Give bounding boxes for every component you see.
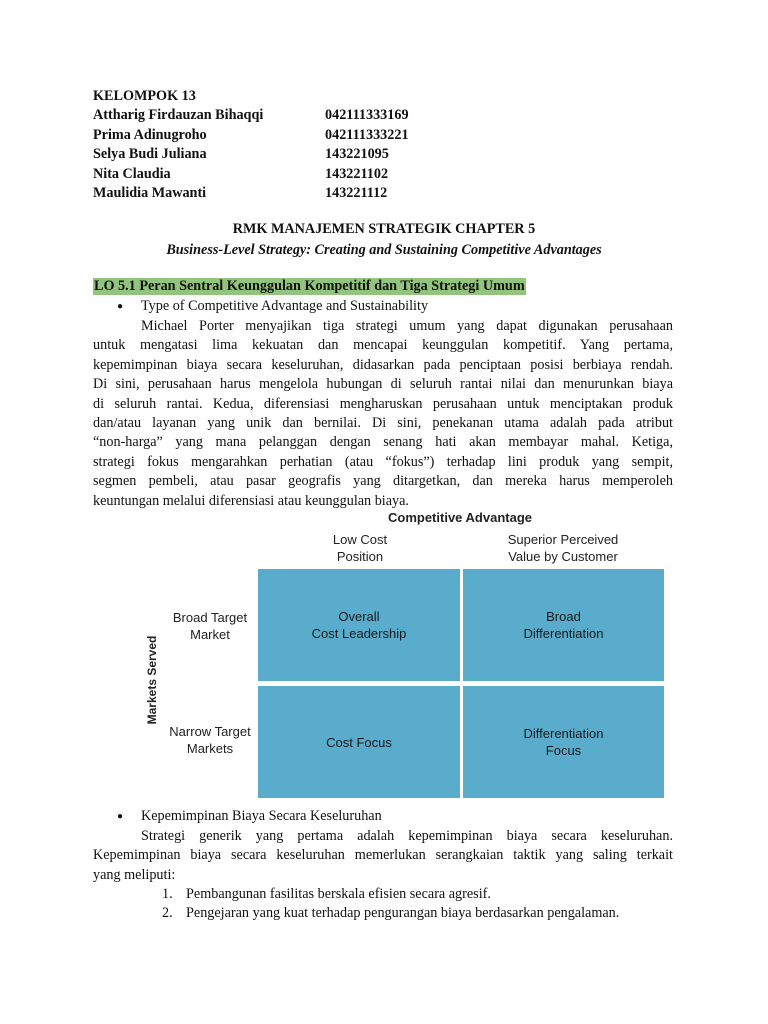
member-id: 143221112 [325,184,388,201]
figure-title: Competitive Advantage [388,510,532,525]
group-label: KELOMPOK 13 [93,88,196,104]
paragraph-line: strategi fokus mengarahkan perhatian (atau “fokus”) terhadap lini produk yang sempit, [93,453,673,470]
bullet-text: Kepemimpinan Biaya Secara Keseluruhan [141,808,382,824]
paragraph-line: kepemimpinan biaya secara keseluruhan, didasarkan pada penciptaan posisi berbiaya rendah. [93,356,673,373]
cell-line: Differentiation [523,726,604,741]
header-line: Superior Perceived [507,532,619,547]
member-name: Maulidia Mawanti [93,184,207,201]
paragraph-line: segmen pembeli, atau pasar geografis yang ditargetkan, dan mereka harus memperoleh [93,473,673,490]
paragraph-cost-leadership [93,827,673,885]
paragraph-line: Di sini, perusahaan harus mengelola hubungan di seluruh rantai nilai dan menurunkan biaya [93,376,673,393]
cell-cost-focus [258,686,460,798]
header-line: Low Cost [332,532,388,547]
member-row [93,145,409,164]
member-name: Attharig Firdauzan Bihaqqi [93,107,264,124]
member-row [93,184,409,203]
header-line: Narrow Target [169,724,251,739]
header-line: Position [336,549,384,564]
column-header-low-cost [260,531,460,565]
numbered-list [162,885,619,924]
column-header-superior-value [462,531,664,565]
document-subtitle: Business-Level Strategy: Creating and Sustaining Competitive Advantages [166,242,602,258]
member-name: Prima Adinugroho [93,126,207,143]
paragraph-line: Strategi generik yang pertama adalah kepemimpinan biaya secara keseluruhan. [141,828,673,844]
paragraph-line: dan/atau layanan yang unik dan bernilai. Di sini, penekanan utama adalah pada atribut [93,414,673,431]
section-heading: LO 5.1 Peran Sentral Keunggulan Kompetitif dan Tiga Strategi Umum [94,278,525,294]
group-members [93,87,409,203]
cell-differentiation-focus [463,686,664,798]
cell-overall-cost-leadership [258,569,460,681]
paragraph-line: yang meliputi: [93,866,176,883]
paragraph-line: “non-harga” yang mana pelanggan dengan senang hati akan membayar mahal. Ketiga, [93,434,673,451]
cell-line: Cost Focus [326,734,392,750]
list-item [162,904,619,923]
cell-line: Differentiation [523,626,604,641]
cell-line: Overall [338,609,380,624]
member-id: 042111333169 [325,107,409,124]
axis-label-text: Markets Served [145,635,159,725]
paragraph-line: Michael Porter menyajikan tiga strategi umum yang dapat digunakan perusahaan [141,318,673,334]
document-title: RMK MANAJEMEN STRATEGIK CHAPTER 5 [232,221,536,237]
cell-line: Cost Leadership [311,626,407,641]
list-item [162,885,619,904]
paragraph-line: Kepemimpinan biaya secara keseluruhan memerlukan serangkaian taktik yang saling terkait [93,847,673,864]
axis-label-markets-served [122,600,182,760]
header-line: Markets [186,741,234,756]
cell-line: Broad [546,609,581,624]
group-title [93,87,409,106]
list-number: 1. [162,886,173,902]
bullet-text: Type of Competitive Advantage and Sustainability [141,298,429,314]
bullet-dot-icon: ● [117,811,124,822]
member-name: Selya Budi Juliana [93,146,207,163]
paragraph-line: keuntungan melalui diferensiasi atau keunggulan biaya. [93,492,409,509]
member-row [93,165,409,184]
list-number: 2. [162,905,173,922]
member-id: 042111333221 [325,126,409,143]
bullet-dot-icon: ● [117,301,124,312]
list-text: Pengejaran yang kuat terhadap pengurangan biaya berdasarkan pengalaman. [186,905,620,922]
member-row [93,106,409,125]
header-line: Broad Target [172,610,248,625]
list-text: Pembangunan fasilitas berskala efisien secara agresif. [186,886,491,902]
paragraph-line: di seluruh rantai. Kedua, diferensiasi mengharuskan perusahaan untuk menciptakan produk [93,395,673,412]
member-id: 143221102 [325,165,389,182]
paragraph-line: untuk mengatasi lima kekuatan dan mencapai keunggulan kompetitif. Yang pertama, [93,337,673,354]
header-line: Market [190,627,230,642]
member-id: 143221095 [325,146,389,163]
cell-broad-differentiation [463,569,664,681]
cell-line: Focus [545,743,582,758]
member-name: Nita Claudia [93,165,171,182]
header-line: Value by Customer [508,549,618,564]
member-row [93,126,409,145]
paragraph-porter [93,317,673,511]
